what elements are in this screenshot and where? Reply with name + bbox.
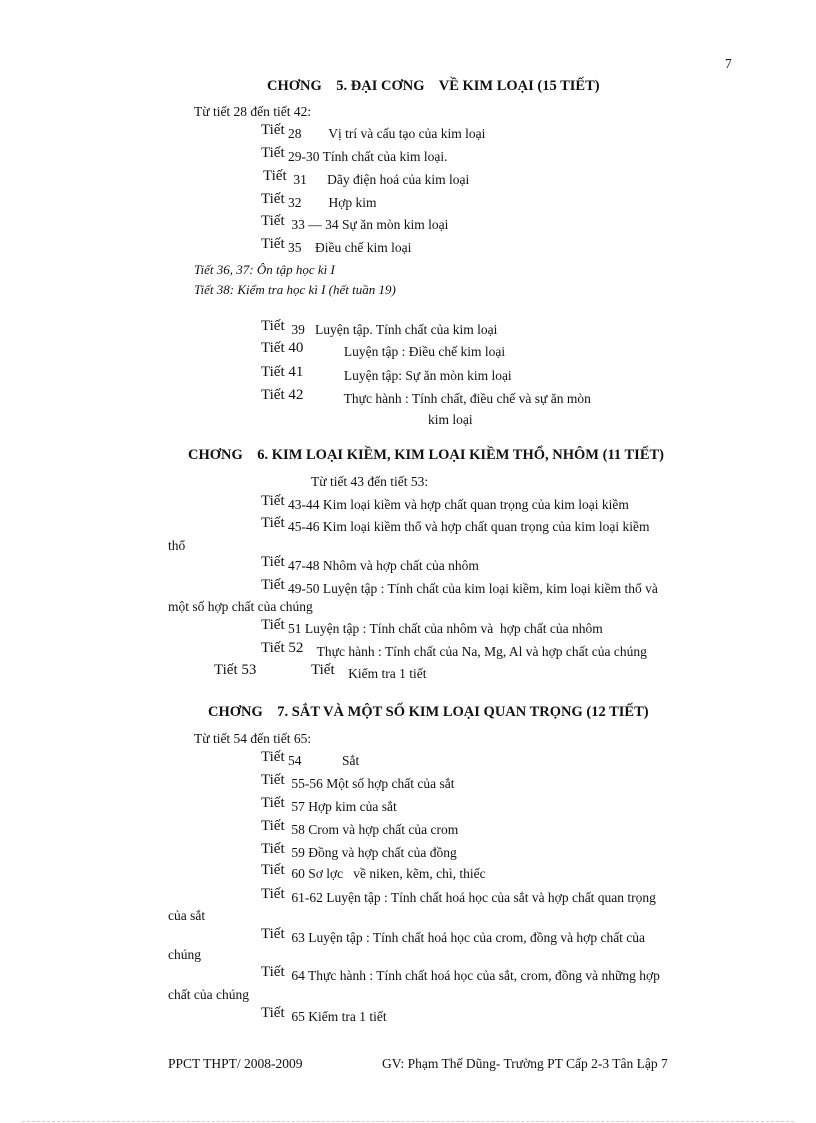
lesson-line — [261, 340, 506, 361]
lesson-label: Tiết — [261, 554, 285, 570]
lesson-label: Tiết — [261, 862, 285, 878]
line-text: của sắt — [168, 908, 206, 923]
line-text: Từ tiết 43 đến tiết 53: — [311, 474, 429, 489]
line-text: 64 Thực hành : Tính chất hoá học của sắt, crom, đồng và những hợp — [284, 968, 660, 983]
line-text: 63 Luyện tập : Tính chất hoá học của crom, đồng và hợp chất của — [284, 930, 646, 945]
lesson-label: Tiết 40 — [261, 340, 304, 356]
line-text: 45-46 Kim loại kiềm thổ và hợp chất quan trọng của kim loại kiềm — [284, 519, 650, 534]
line-text: 57 Hợp kim của sắt — [284, 799, 397, 814]
lesson-label: Tiết — [261, 964, 285, 980]
lesson-line — [261, 640, 647, 661]
lesson-line — [261, 964, 660, 985]
lesson-label: Tiết — [261, 493, 285, 509]
line-text: Tiết 36, 37: Ôn tập học kì I — [194, 262, 335, 277]
line-text: Luyện tập: Sự ăn mòn kim loại — [303, 368, 512, 383]
lesson-label: Tiết — [261, 795, 285, 811]
lesson-line — [261, 862, 486, 883]
lesson-label: Tiết — [261, 191, 285, 207]
chapter-heading — [208, 704, 649, 721]
lesson-label: Tiết — [261, 1005, 285, 1021]
lesson-label: Tiết — [311, 662, 335, 678]
line-text: một số hợp chất của chúng — [168, 599, 313, 614]
note-line — [194, 262, 335, 278]
line-text: 39 Luyện tập. Tính chất của kim loại — [284, 322, 498, 337]
line-text: kim loại — [428, 412, 473, 427]
lesson-line — [194, 104, 311, 120]
lesson-line — [261, 493, 629, 514]
line-text: thổ — [168, 538, 186, 553]
lesson-line — [168, 947, 201, 963]
lesson-label: Tiết — [261, 749, 285, 765]
line-text: CHƠNG 6. KIM LOẠI KIỀM, KIM LOẠI KIỀM THỔ, NHÔM (11 TIẾT) — [188, 447, 664, 463]
line-text: 31 Dãy điện hoá của kim loại — [286, 172, 470, 187]
lesson-line — [261, 236, 412, 257]
lesson-label: Tiết — [261, 145, 285, 161]
lesson-label: Tiết — [261, 772, 285, 788]
footer-right: GV: Phạm Thế Dũng- Trường PT Cấp 2-3 Tân Lập 7 — [382, 1056, 668, 1071]
lesson-line — [168, 599, 313, 615]
lesson-line — [261, 886, 656, 907]
lesson-label: Tiết — [261, 841, 285, 857]
lesson-label: Tiết — [261, 818, 285, 834]
lesson-label: Tiết — [261, 318, 285, 334]
lesson-label: Tiết — [263, 168, 287, 184]
lesson-line — [261, 577, 658, 598]
lesson-line — [263, 168, 470, 189]
line-text: 59 Đồng và hợp chất của đồng — [284, 845, 457, 860]
note-line — [194, 282, 396, 298]
line-text: Từ tiết 54 đến tiết 65: — [194, 731, 312, 746]
lesson-line — [261, 841, 457, 862]
line-text: CHƠNG 5. ĐẠI CƠNG VỀ KIM LOẠI (15 TIẾT) — [267, 78, 600, 94]
lesson-line — [261, 926, 646, 947]
lesson-label: Tiết — [261, 515, 285, 531]
line-text: 65 Kiểm tra 1 tiết — [284, 1009, 387, 1024]
line-text: 33 — 34 Sự ăn mòn kim loại — [284, 217, 449, 232]
line-text: chúng — [168, 947, 201, 962]
line-text — [256, 666, 297, 681]
line-text: Kiểm tra 1 tiết — [334, 666, 427, 681]
lesson-label: Tiết — [261, 926, 285, 942]
line-text: 47-48 Nhôm và hợp chất của nhôm — [284, 558, 479, 573]
line-text: 32 Hợp kim — [284, 195, 377, 210]
lesson-label: Tiết — [261, 617, 285, 633]
line-text: 29-30 Tính chất của kim loại. — [284, 149, 448, 164]
lesson-line — [261, 191, 377, 212]
lesson-line — [261, 554, 479, 575]
line-text: 60 Sơ lợc về niken, kẽm, chì, thiếc — [284, 866, 486, 881]
lesson-label: Tiết — [261, 122, 285, 138]
lesson-line — [261, 122, 486, 143]
lesson-line — [261, 749, 360, 770]
line-text: Thực hành : Tính chất của Na, Mg, Al và hợp chất của chúng — [303, 644, 647, 659]
lesson-label: Tiết 41 — [261, 364, 304, 380]
line-text: 51 Luyện tập : Tính chất của nhôm và hợp chất của nhôm — [284, 621, 603, 636]
lesson-line — [261, 318, 498, 339]
line-text: 61-62 Luyện tập : Tính chất hoá học của sắt và hợp chất quan trọng — [284, 890, 656, 905]
lesson-line — [311, 474, 428, 490]
lesson-line — [168, 908, 205, 924]
line-text: Luyện tập : Điều chế kim loại — [303, 344, 506, 359]
chapter-heading — [188, 447, 664, 464]
lesson-line — [261, 1005, 387, 1026]
line-text: 55-56 Một số hợp chất của sắt — [284, 776, 455, 791]
lesson-label: Tiết — [261, 213, 285, 229]
lesson-line — [168, 987, 249, 1003]
line-text: Tiết 38: Kiểm tra học kì I (hết tuần 19) — [194, 282, 396, 297]
line-text: 54 Sắt — [284, 753, 360, 768]
line-text: 28 Vị trí và cấu tạo của kim loại — [284, 126, 486, 141]
lesson-line — [214, 662, 297, 683]
footer-left: PPCT THPT/ 2008-2009 — [168, 1056, 303, 1071]
line-text: CHƠNG 7. SẮT VÀ MỘT SỐ KIM LOẠI QUAN TRỌNG (12 TIẾT) — [208, 704, 649, 720]
page-number-top: 7 — [725, 56, 732, 71]
lesson-label: Tiết 42 — [261, 387, 304, 403]
lesson-line — [261, 213, 449, 234]
lesson-line — [194, 731, 311, 747]
lesson-line — [261, 617, 603, 638]
line-text: Thực hành : Tính chất, điều chế và sự ăn mòn — [303, 391, 591, 406]
lesson-label: Tiết — [261, 886, 285, 902]
lesson-label: Tiết — [261, 236, 285, 252]
lesson-line — [261, 364, 512, 385]
line-text: 43-44 Kim loại kiềm và hợp chất quan trọng của kim loại kiềm — [284, 497, 629, 512]
lesson-line — [261, 795, 397, 816]
lesson-line — [261, 772, 455, 793]
lesson-label: Tiết — [261, 577, 285, 593]
lesson-line — [261, 818, 459, 839]
page-bottom-divider — [22, 1121, 794, 1122]
line-text: Từ tiết 28 đến tiết 42: — [194, 104, 312, 119]
line-text: 35 Điều chế kim loại — [284, 240, 412, 255]
line-text: 49-50 Luyện tập : Tính chất của kim loại kiềm, kim loại kiềm thổ và — [284, 581, 658, 596]
lesson-line — [311, 662, 427, 683]
lesson-line — [168, 538, 185, 554]
lesson-label: Tiết 53 — [214, 662, 257, 678]
lesson-label: Tiết 52 — [261, 640, 304, 656]
lesson-line — [261, 515, 650, 536]
lesson-line — [261, 387, 591, 408]
line-text: chất của chúng — [168, 987, 249, 1002]
lesson-line — [261, 145, 448, 166]
chapter-heading — [267, 78, 600, 95]
lesson-line — [428, 412, 473, 428]
line-text: 58 Crom và hợp chất của crom — [284, 822, 459, 837]
